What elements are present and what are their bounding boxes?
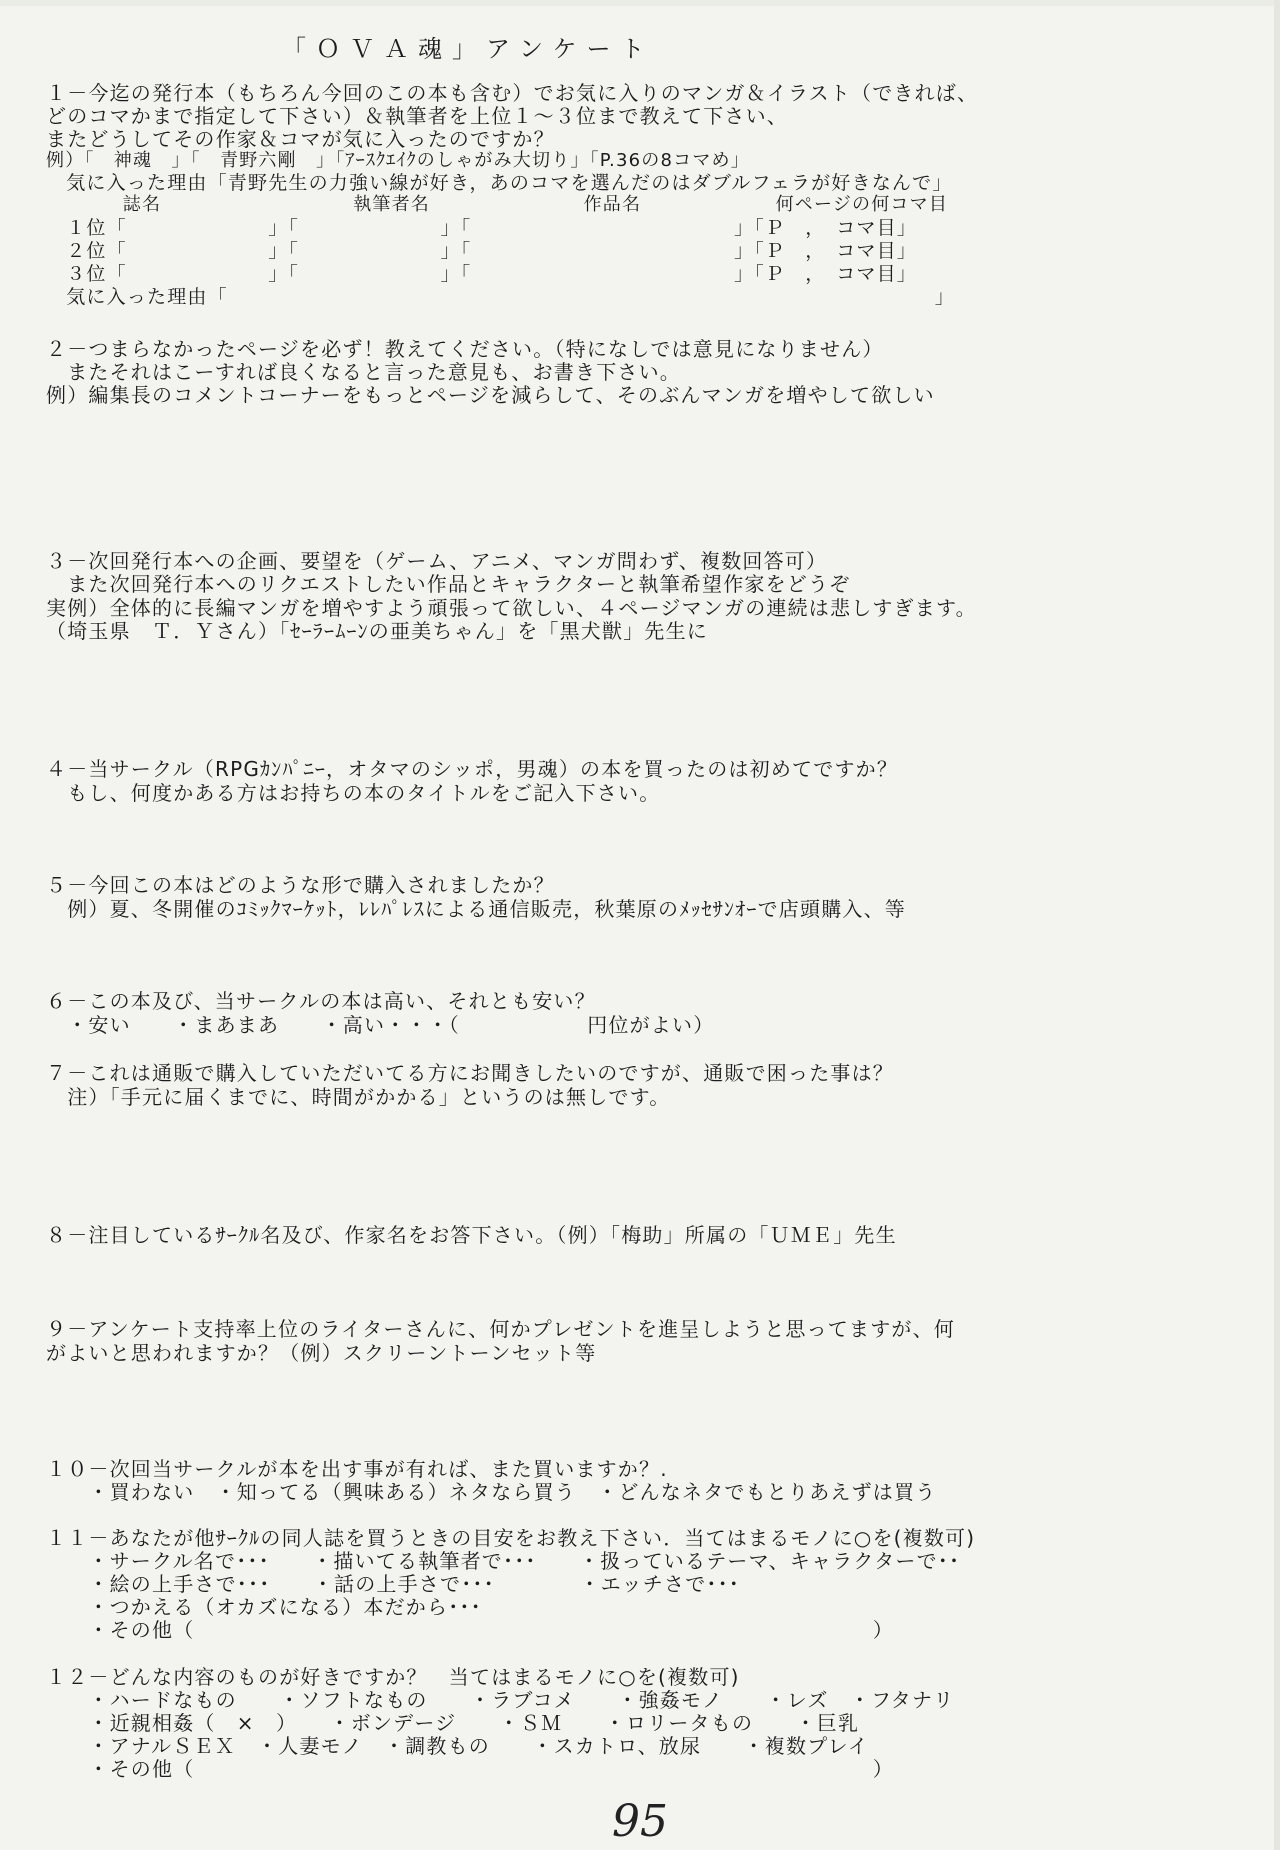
q4-line-1: ４－当サークル（RPGｶﾝﾊﾟﾆｰ，オタマのシッポ，男魂）の本を買ったのは初めてですか？ <box>46 757 899 781</box>
q1-rank-1-row: １位「 」「 」「 」「Ｐ ， コマ目」 <box>46 217 918 239</box>
q11-other-field: ・その他（ ） <box>46 1618 894 1642</box>
q9-line-2: がよいと思われますか？（例）スクリーントーンセット等 <box>46 1341 597 1365</box>
q12-other-field: ・その他（ ） <box>46 1757 894 1781</box>
q11-options-3: ・つかえる（オカズになる）本だから･･･ <box>46 1595 482 1619</box>
q9-line-1: ９－アンケート支持率上位のライターさんに、何かプレゼントを進呈しようと思ってますが、何 <box>46 1317 955 1341</box>
q1-line-1: １－今迄の発行本（もちろん今回のこの本も含む）でお気に入りのマンガ＆イラスト（できれば、 <box>46 81 979 105</box>
q4-line-2: もし、何度かある方はお持ちの本のタイトルをご記入下さい。 <box>46 781 661 805</box>
q11-line-1: １１－あなたが他ｻｰｸﾙの同人誌を買うときの目安をお教え下さい．当てはまるモノに○を(複数可) <box>46 1526 976 1550</box>
q1-reason-field: 気に入った理由「 」 <box>46 286 956 308</box>
document-title: 「ＯＶＡ魂」アンケート <box>282 35 655 63</box>
q2-line-1: ２－つまらなかったページを必ず！教えてください。（特になしでは意見になりません） <box>46 337 884 361</box>
q5-example: 例）夏、冬開催のｺﾐｯｸﾏｰｹｯﾄ，ﾚﾚﾊﾟﾚｽによる通信販売，秋葉原のﾒｯｾｻﾝｵｰで店頭購入、等 <box>46 897 906 921</box>
q12-options-3: ・アナルＳＥＸ ・人妻モノ ・調教もの ・スカトロ、放尿 ・複数プレイ <box>46 1734 869 1758</box>
q12-options-1: ・ハードなもの ・ソフトなもの ・ラブコメ ・強姦モノ ・レズ ・フタナリ <box>46 1688 955 1712</box>
q12-options-2: ・近親相姦（ × ） ・ボンデージ ・ＳＭ ・ロリータもの ・巨乳 <box>46 1711 860 1735</box>
q1-line-3: またどうしてその作家＆コマが気に入ったのですか？ <box>46 127 555 151</box>
q1-rank-2-row: ２位「 」「 」「 」「Ｐ ， コマ目」 <box>46 240 918 262</box>
q2-example: 例）編集長のコメントコーナーをもっとページを減らして、そのぶんマンガを増やして欲しい <box>46 383 935 407</box>
q7-line-1: ７－これは通販で購入していただいてる方にお聞きしたいのですが、通販で困った事は？ <box>46 1061 894 1085</box>
q1-rank-3-row: ３位「 」「 」「 」「Ｐ ， コマ目」 <box>46 263 918 285</box>
q3-example-credit: （埼玉県 Ｔ．Ｙさん）「ｾｰﾗｰﾑｰﾝの亜美ちゃん」を「黒犬獣」先生に <box>46 619 708 643</box>
q3-example: 実例）全体的に長編マンガを増やすよう頑張って欲しい、４ページマンガの連続は悲しすぎます。 <box>46 596 977 620</box>
q1-column-headers: 誌名 執筆者名 作品名 何ページの何コマ目 <box>46 194 949 215</box>
q3-line-2: また次回発行本へのリクエストしたい作品とキャラクターと執筆希望作家をどうぞ <box>46 572 851 596</box>
page-right-edge <box>1274 0 1280 1850</box>
q1-example-reason: 気に入った理由「青野先生の力強い線が好き，あのコマを選んだのはダブルフェラが好きなんで」 <box>46 172 953 194</box>
q7-note: 注）「手元に届くまでに、時間がかかる」というのは無しです。 <box>46 1085 671 1109</box>
q2-line-2: またそれはこーすれば良くなると言った意見も、お書き下さい。 <box>46 360 681 384</box>
q10-line-1: １０－次回当サークルが本を出す事が有れば、また買いますか？. <box>46 1457 668 1481</box>
q8-line-1: ８－注目しているｻｰｸﾙ名及び、作家名をお答下さい。（例）「梅助」所属の「ＵＭＥ」先生 <box>46 1223 897 1247</box>
q5-line-1: ５－今回この本はどのような形で購入されましたか？ <box>46 873 555 897</box>
q10-options: ・買わない ・知ってる（興味ある）ネタなら買う ・どんなネタでもとりあえずは買う <box>46 1480 937 1504</box>
q11-options-1: ・サークル名で･･･ ・描いてる執筆者で･･･ ・扱っているテーマ、キャラクターで･･ <box>46 1549 961 1573</box>
q1-line-2: どのコマかまで指定して下さい）＆執筆者を上位１～３位まで教えて下さい、 <box>46 104 788 128</box>
q11-options-2: ・絵の上手さで･･･ ・話の上手さで･･･ ・エッチさで･･･ <box>46 1572 740 1596</box>
q6-options: ・安い ・まあまあ ・高い・・・（ 円位がよい） <box>46 1013 715 1037</box>
q3-line-1: ３－次回発行本への企画、要望を（ゲーム、アニメ、マンガ問わず、複数回答可） <box>46 549 828 573</box>
page-number: 95 <box>612 1796 668 1847</box>
q1-example: 例）「 神魂 」「 青野六剛 」「ｱｰｽｸｴｲｸのしゃがみ大切り」「P.36の8コマめ」 <box>46 150 750 171</box>
q12-line-1: １２－どんな内容のものが好きですか？ 当てはまるモノに○を(複数可) <box>46 1665 740 1689</box>
page-top-edge <box>0 0 1280 6</box>
q6-line-1: ６－この本及び、当サークルの本は高い、それとも安い？ <box>46 989 596 1013</box>
